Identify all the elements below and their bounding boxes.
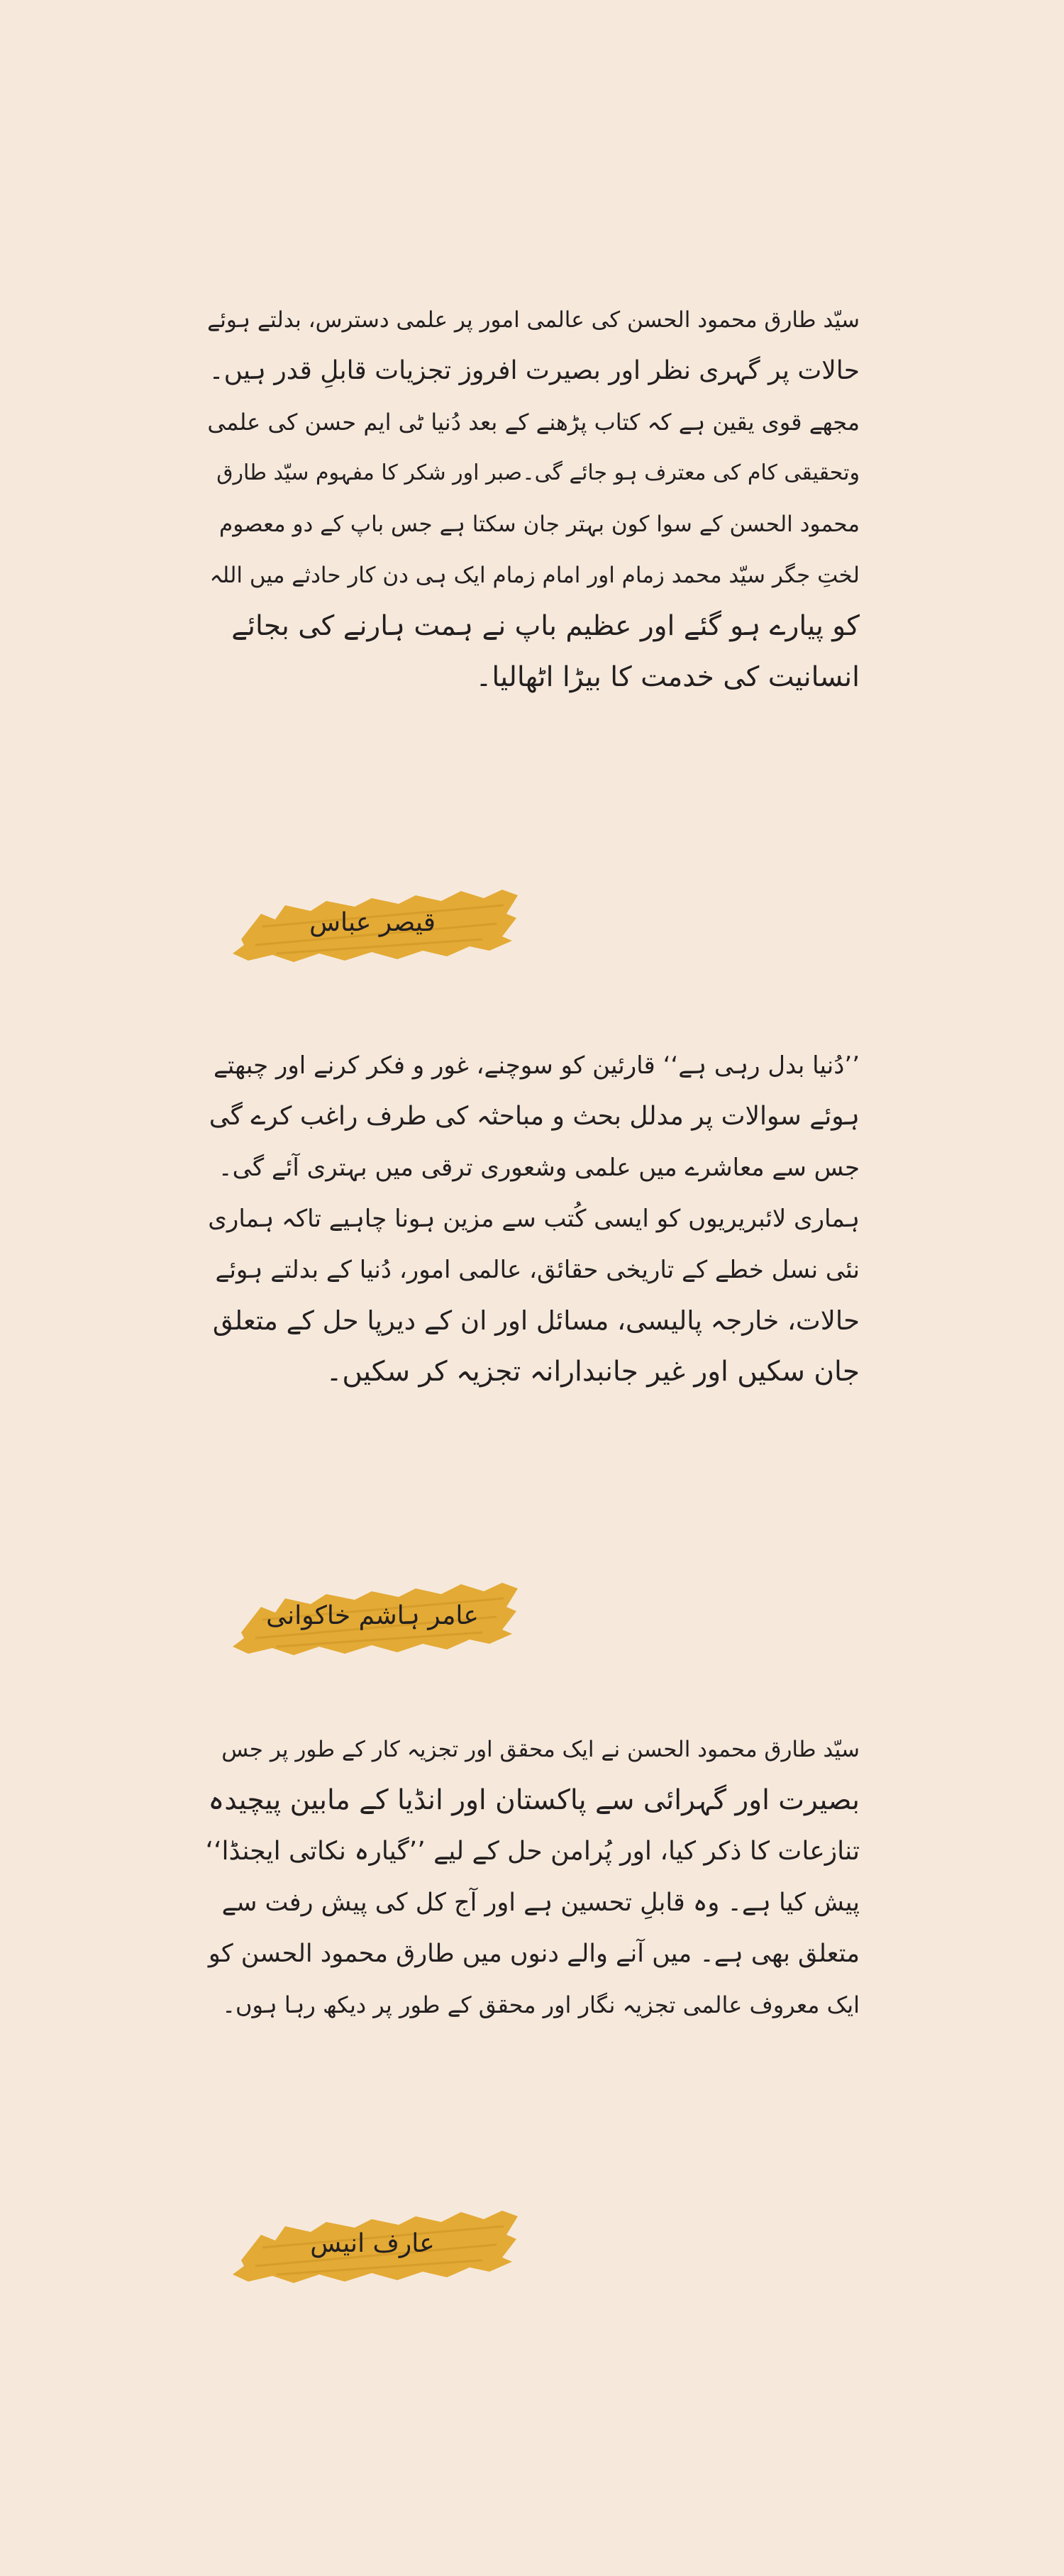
text-line: جس سے معاشرے میں علمی وشعوری ترقی میں بہتری آئے گی۔ xyxy=(218,1154,860,1182)
author-name: عارف انیس xyxy=(310,2229,435,2258)
text-line: کو پیارے ہو گئے اور عظیم باپ نے ہمت ہارنے کی بجائے xyxy=(231,610,860,642)
text-line: حالات، خارجہ پالیسی، مسائل اور ان کے دیرپا حل کے متعلق xyxy=(212,1305,860,1336)
author-name-tag xyxy=(220,1570,525,1662)
text-line: لختِ جگر سیّد محمد زمام اور امام زمام ایک ہی دن کار حادثے میں اللہ xyxy=(209,563,860,588)
text-line: ایک معروف عالمی تجزیہ نگار اور محقق کے طور پر دیکھ رہا ہوں۔ xyxy=(222,1991,860,2018)
text-line: تنازعات کا ذکر کیا، اور پُرامن حل کے لیے ’’گیارہ نکاتی ایجنڈا‘‘ xyxy=(205,1837,860,1866)
text-line: بصیرت اور گہرائی سے پاکستان اور انڈیا کے مابین پیچیدہ xyxy=(208,1784,860,1816)
testimonial-text xyxy=(204,1040,860,1398)
text-line: حالات پر گہری نظر اور بصیرت افروز تجزیات قابلِ قدر ہیں۔ xyxy=(209,356,860,385)
author-name-tag xyxy=(220,2198,525,2290)
text-line: ہماری لائبریریوں کو ایسی کُتب سے مزین ہونا چاہیے تاکہ ہماری xyxy=(208,1205,860,1233)
author-name: قیصر عباس xyxy=(309,908,436,937)
text-line: وتحقیقی کام کی معترف ہو جائے گی۔صبر اور شکر کا مفہوم سیّد طارق xyxy=(216,460,860,485)
text-line: پیش کیا ہے۔ وہ قابلِ تحسین ہے اور آج کل کی پیش رفت سے xyxy=(221,1889,860,1917)
text-line: سیّد طارق محمود الحسن نے ایک محقق اور تجزیہ کار کے طور پر جس xyxy=(221,1737,860,1762)
author-name: عامر ہاشم خاکوانی xyxy=(266,1601,479,1630)
text-line: ہوئے سوالات پر مدلل بحث و مباحثہ کی طرف راغب کرے گی xyxy=(209,1102,860,1131)
text-line: انسانیت کی خدمت کا بیڑا اٹھالیا۔ xyxy=(475,661,860,693)
text-line: محمود الحسن کے سوا کون بہتر جان سکتا ہے جس باپ کے دو معصوم xyxy=(219,512,860,537)
text-line: نئی نسل خطے کے تاریخی حقائق، عالمی امور، دُنیا کے بدلتے ہوئے xyxy=(215,1256,860,1284)
testimonial-text xyxy=(204,1724,860,2030)
text-line: متعلق بھی ہے۔ میں آنے والے دنوں میں طارق محمود الحسن کو xyxy=(208,1940,860,1968)
testimonial-text xyxy=(204,294,860,703)
author-name-tag xyxy=(220,877,525,969)
text-line: ’’دُنیا بدل رہی ہے‘‘ قارئین کو سوچنے، غور و فکر کرنے اور چبھتے xyxy=(213,1051,860,1080)
text-line: سیّد طارق محمود الحسن کی عالمی امور پر علمی دسترس، بدلتے ہوئے xyxy=(207,307,860,333)
text-line: مجھے قوی یقین ہے کہ کتاب پڑھنے کے بعد دُنیا ٹی ایم حسن کی علمی xyxy=(207,409,860,436)
text-line: جان سکیں اور غیر جانبدارانہ تجزیہ کر سکیں۔ xyxy=(326,1356,860,1388)
